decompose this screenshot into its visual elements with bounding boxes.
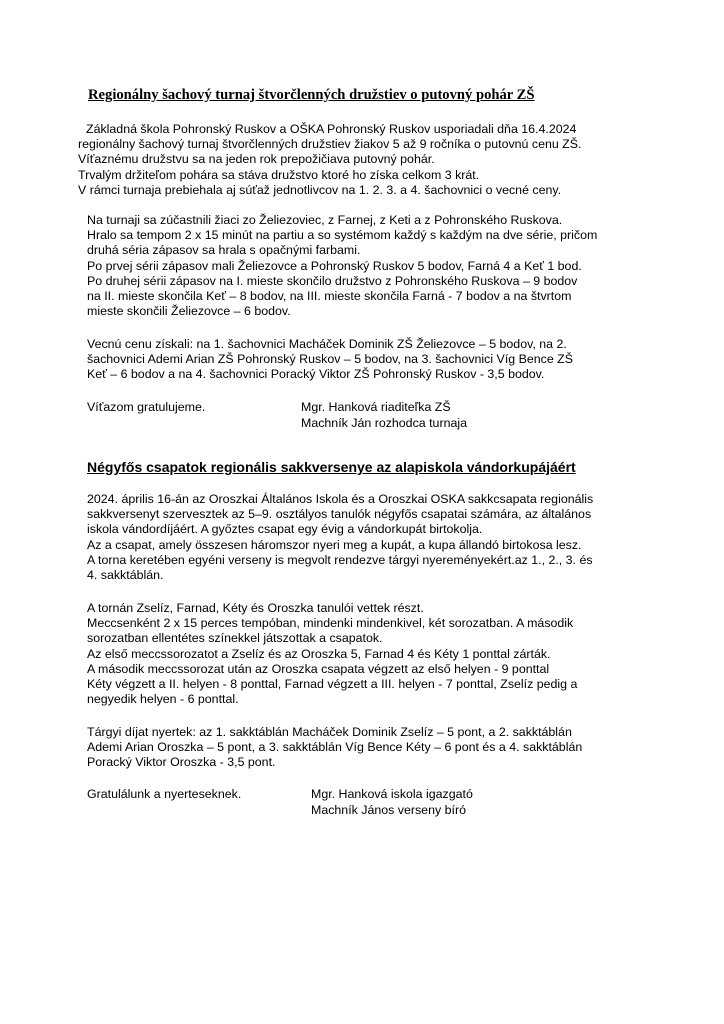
hu-prizes-paragraph [87,725,582,771]
hu-title: Négyfős csapatok regionális sakkversenye az alapiskola vándorkupájáért [87,459,576,475]
text-line: negyedik helyen - 6 ponttal. [87,692,239,707]
text-line: Poracký Viktor Oroszka - 3,5 pont. [87,755,276,770]
text-line: sorozatban ellentétes színekkel játszottak a csapatok. [87,631,383,646]
text-line: sakkversenyt szervesztek az 5–9. osztályos tanulók négyfős csapatai számára, az általános [87,507,592,522]
text-line: mieste skončili Želiezovce – 6 bodov. [87,304,291,319]
text-line: Vecnú cenu získali: na 1. šachovnici Macháček Dominik ZŠ Želiezovce – 5 bodov, na 2. [87,337,567,351]
text-line: Na turnaji sa zúčastnili žiaci zo Želiezoviec, z Farnej, z Keti a z Pohronského Ruskova. [87,213,563,227]
sk-intro-paragraph [78,122,581,198]
text-line: Kéty végzett a II. helyen - 8 ponttal, Farnad végzett a III. helyen - 7 ponttal, Zselíz pedig a [87,676,578,691]
hu-congratulations: Gratulálunk a nyerteseknek. [87,787,242,801]
text-line: A második meccssorozat után az Oroszka csapata végzett az első helyen - 9 ponttal [87,661,550,676]
text-line: Víťaznému družstvu sa na jeden rok prepožičiava putovný pohár. [78,152,435,167]
hu-signature-referee: Machník János verseny bíró [311,803,466,817]
text-line: na II. mieste skončila Keť – 8 bodov, na III. mieste skončila Farná - 7 bodov a na štvrtom [87,288,572,303]
text-line: Po prvej sérii zápasov mali Želiezovce a Pohronský Ruskov 5 bodov, Farná 4 a Keť 1 bod. [87,258,582,273]
text-line: druhá séria zápasov sa hrala s opačnými farbami. [87,243,361,258]
sk-prizes-paragraph [87,337,573,383]
text-line: A torna keretében egyéni verseny is megvolt rendezve tárgyi nyereményekért.az 1., 2., 3. és [87,552,593,567]
sk-signature-referee: Machník Ján rozhodca turnaja [301,416,467,430]
text-line: A tornán Zselíz, Farnad, Kéty és Oroszka tanulói vettek részt. [87,601,424,615]
text-line: V rámci turnaja prebiehala aj súťaž jednotlivcov na 1. 2. 3. a 4. šachovnici o vecné ceny. [78,182,562,197]
sk-signature-director: Mgr. Hanková riaditeľka ZŠ [301,400,451,414]
hu-intro-paragraph [87,492,593,583]
text-line: Po druhej sérii zápasov na I. mieste skončilo družstvo z Pohronského Ruskova – 9 bodov [87,273,578,288]
text-line: šachovnici Ademi Arian ZŠ Pohronský Ruskov – 5 bodov, na 3. šachovnici Víg Bence ZŠ [87,352,574,367]
text-line: Tárgyi díjat nyertek: az 1. sakktáblán Macháček Dominik Zselíz – 5 pont, a 2. sakktáblán [87,725,572,739]
text-line: 4. sakktáblán. [87,567,164,582]
hu-results-paragraph [87,601,577,707]
sk-congratulations: Víťazom gratulujeme. [87,400,206,414]
sk-title: Regionálny šachový turnaj štvorčlenných družstiev o putovný pohár ZŠ [88,87,535,103]
text-line: Meccsenként 2 x 15 perces tempóban, mindenki mindenkivel, két sorozatban. A második [87,616,574,631]
text-line: Základná škola Pohronský Ruskov a OŠKA Pohronský Ruskov usporiadali dňa 16.4.2024 [86,122,577,136]
text-line: Az első meccssorozatot a Zselíz és az Oroszka 5, Farnad 4 és Kéty 1 ponttal zárták. [87,646,551,661]
text-line: regionálny šachový turnaj štvorčlenných družstiev žiakov 5 až 9 ročníka o putovnú cenu ZŠ. [78,137,582,152]
text-line: Ademi Arian Oroszka – 5 pont, a 3. sakktáblán Víg Bence Kéty – 6 pont és a 4. sakktáblán [87,740,583,755]
text-line: 2024. április 16-án az Oroszkai Általános Iskola és a Oroszkai OSKA sakkcsapata regionális [87,492,594,506]
hu-signature-director: Mgr. Hanková iskola igazgató [311,787,473,801]
text-line: iskola vándordíjáért. A győztes csapat egy évig a vándorkupát birtokolja. [87,522,483,537]
sk-results-paragraph [87,213,597,319]
text-line: Az a csapat, amely összesen háromszor nyeri meg a kupát, a kupa állandó birtokosa lesz. [87,537,582,552]
text-line: Trvalým držiteľom pohára sa stáva družstvo ktoré ho získa celkom 3 krát. [78,167,480,182]
text-line: Keť – 6 bodov a na 4. šachovnici Poracký Viktor ZŠ Pohronský Ruskov - 3,5 bodov. [87,367,545,382]
text-line: Hralo sa tempom 2 x 15 minút na partiu a so systémom každý s každým na dve série, pričom [87,228,598,243]
